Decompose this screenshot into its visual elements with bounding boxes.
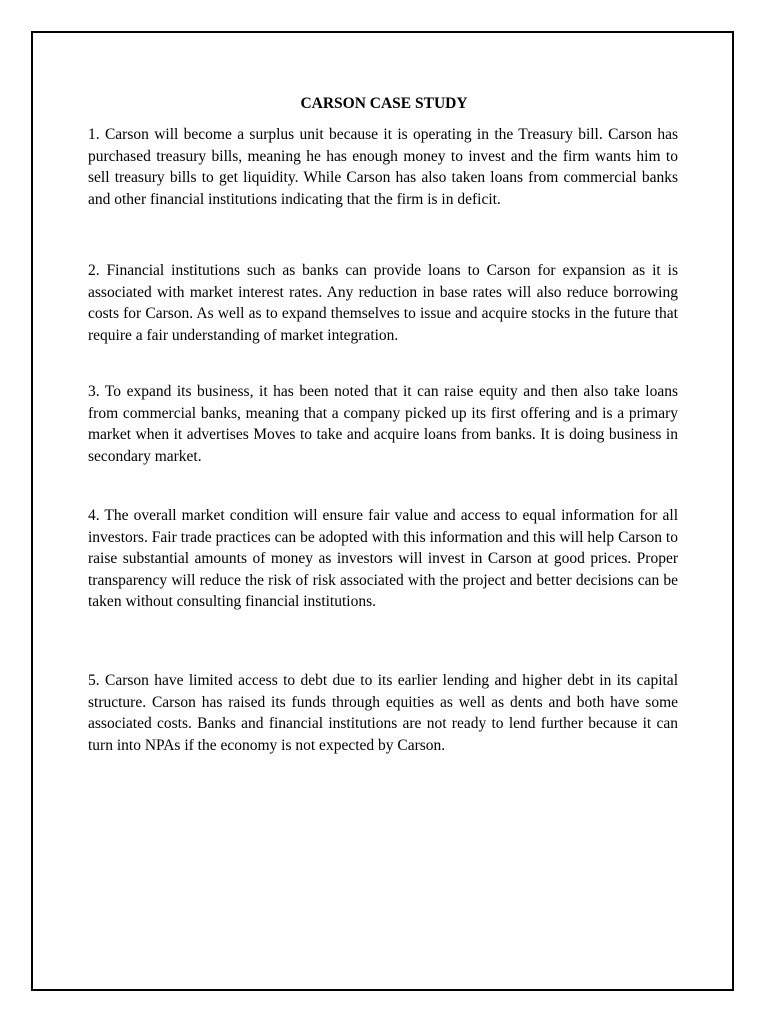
document-title: CARSON CASE STUDY [300, 95, 468, 112]
paragraph-3: 3. To expand its business, it has been noted that it can raise equity and then also take loans from commercial banks, meaning that a company picked up its first offering and is a primary market when it advertises Moves to take and acquire loans from banks. It is doing business in secondary market. [88, 383, 678, 465]
paragraph-1: 1. Carson will become a surplus unit because it is operating in the Treasury bill. Carson has purchased treasury bills, meaning he has enough money to invest and the firm wants him to sell treasury bills to get liquidity. While Carson has also taken loans from commercial banks and other financial institutions indicating that the firm is in deficit. [88, 126, 678, 208]
paragraph-2: 2. Financial institutions such as banks can provide loans to Carson for expansion as it is associated with market interest rates. Any reduction in base rates will also reduce borrowing costs for Carson. As well as to expand themselves to issue and acquire stocks in the future that require a fair understanding of market integration. [88, 262, 678, 344]
paragraph-4: 4. The overall market condition will ensure fair value and access to equal information for all investors. Fair trade practices can be adopted with this information and this will help Carson to raise substantial amounts of money as investors will invest in Carson at good prices. Proper transparency will reduce the risk of risk associated with the project and better decisions can be taken without consulting financial institutions. [88, 507, 678, 610]
paragraph-5: 5. Carson have limited access to debt due to its earlier lending and higher debt in its capital structure. Carson has raised its funds through equities as well as dents and both have some associated costs. Banks and financial institutions are not ready to lend further because it can turn into NPAs if the economy is not expected by Carson. [88, 672, 678, 754]
